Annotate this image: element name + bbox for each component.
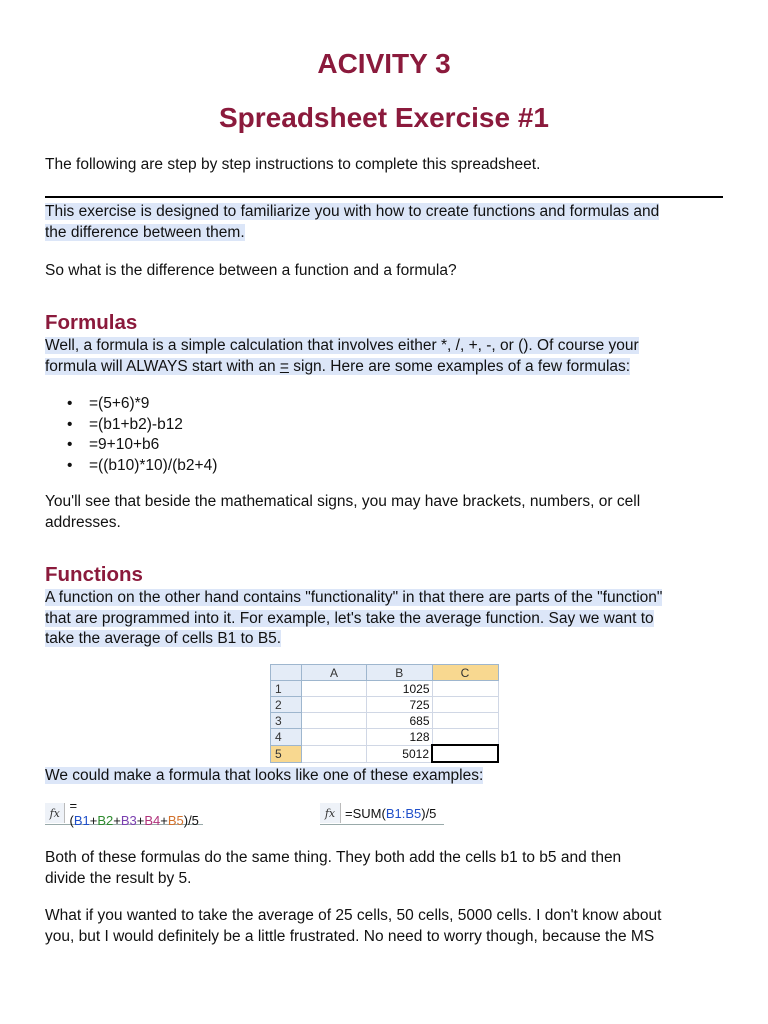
formula-bar-example-2	[320, 802, 444, 825]
function-icon: fx	[320, 803, 341, 823]
list-item	[45, 415, 217, 436]
formula-text	[345, 806, 436, 821]
ref-b1: B1	[73, 813, 90, 828]
formula-example: =(b1+b2)-b12	[89, 415, 183, 433]
spreadsheet-example	[270, 664, 499, 763]
functions-heading: Functions	[45, 563, 143, 586]
closing-line-1: What if you wanted to take the average of 25 cells, 50 cells, 5000 cells. I don't know about	[45, 907, 662, 924]
cell-b3: 685	[367, 713, 433, 729]
ref-b4: B4	[144, 813, 161, 828]
list-item	[45, 456, 217, 477]
page-title: ACIVITY 3	[317, 48, 451, 79]
cell-a2	[302, 697, 367, 713]
formulas-note	[45, 492, 725, 533]
intro-text: The following are step by step instructions to complete this spreadsheet.	[45, 156, 541, 173]
table-row	[271, 745, 499, 762]
formula-example: =(5+6)*9	[89, 395, 150, 412]
row-header: 5	[271, 745, 302, 762]
column-header-row	[271, 665, 499, 681]
formulas-heading: Formulas	[45, 311, 138, 334]
function-icon: fx	[45, 803, 65, 823]
conclusion-line-2: divide the result by 5.	[45, 869, 192, 887]
formula-intro-text: We could make a formula that looks like one of these examples:	[45, 767, 484, 784]
formula-example: =9+10+b6	[89, 436, 160, 453]
table-row	[271, 729, 499, 746]
formulas-line-2-pre: formula will ALWAYS start with an	[45, 357, 280, 375]
functions-description	[45, 588, 725, 650]
formula-example: =((b10)*10)/(b2+4)	[89, 456, 218, 474]
formula-bar-example-1	[45, 798, 203, 828]
active-cell-c5	[432, 745, 498, 762]
cell-c3	[432, 713, 498, 729]
plus-sign: +	[113, 813, 121, 828]
list-item	[45, 394, 217, 415]
exercise-description	[45, 202, 725, 243]
formula-close: )/5	[183, 813, 199, 828]
cell-c2	[432, 697, 498, 713]
select-all-corner	[271, 665, 302, 681]
bullet-icon: •	[67, 415, 73, 433]
exercise-line-2: the difference between them.	[45, 223, 245, 241]
plus-sign: +	[136, 813, 145, 828]
cell-a4	[302, 729, 367, 746]
ref-b5: B5	[167, 813, 184, 828]
cell-a1	[302, 681, 367, 697]
conclusion-text	[45, 848, 725, 889]
cell-a3	[302, 713, 367, 729]
divider-line	[45, 196, 723, 198]
formulas-note-line-2: addresses.	[45, 513, 121, 531]
formulas-line-2-post: sign. Here are some examples of a few formulas:	[288, 357, 631, 375]
bullet-icon: •	[67, 436, 73, 453]
functions-line-2: that are programmed into it. For example, let's take the average function. Say we want to	[45, 609, 654, 627]
bullet-icon: •	[67, 456, 73, 474]
ref-b2: B2	[97, 813, 114, 828]
column-header-a: A	[302, 665, 367, 681]
row-header: 4	[271, 729, 302, 746]
formula-open: =SUM(	[345, 805, 386, 821]
plus-sign: +	[89, 813, 98, 828]
formulas-line-2	[45, 358, 630, 375]
closing-text	[45, 906, 725, 947]
exercise-line-1: This exercise is designed to familiarize you with how to create functions and formulas and	[45, 203, 660, 220]
functions-line-3: take the average of cells B1 to B5.	[45, 630, 282, 647]
row-header: 2	[271, 697, 302, 713]
cell-c1	[432, 681, 498, 697]
table-row	[271, 697, 499, 713]
formula-examples-list	[45, 394, 217, 476]
cell-b5: 5012	[367, 745, 433, 762]
cell-b2: 725	[367, 697, 433, 713]
formula-intro	[45, 766, 725, 787]
formulas-note-line-1: You'll see that beside the mathematical signs, you may have brackets, numbers, or cell	[45, 493, 641, 510]
cell-b4: 128	[367, 729, 433, 746]
table-row	[271, 713, 499, 729]
column-header-b: B	[367, 665, 433, 681]
formulas-line-1: Well, a formula is a simple calculation that involves either *, /, +, -, or (). Of course your	[45, 337, 639, 354]
formula-text	[69, 798, 203, 828]
ref-b3: B3	[120, 813, 137, 828]
row-header: 3	[271, 713, 302, 729]
page-subtitle: Spreadsheet Exercise #1	[219, 102, 549, 133]
conclusion-line-1: Both of these formulas do the same thing. They both add the cells b1 to b5 and then	[45, 849, 622, 866]
cell-c4	[432, 729, 498, 746]
closing-line-2: you, but I would definitely be a little frustrated. No need to worry though, because the MS	[45, 927, 655, 945]
formulas-description	[45, 336, 725, 377]
table-row	[271, 681, 499, 697]
equals-sign: =	[279, 357, 289, 375]
column-header-c: C	[432, 665, 498, 681]
cell-a5	[302, 745, 367, 762]
plus-sign: +	[160, 813, 168, 828]
list-item	[45, 435, 217, 456]
formula-open: =(	[69, 798, 78, 828]
question-text: So what is the difference between a function and a formula?	[45, 262, 457, 279]
row-header: 1	[271, 681, 302, 697]
cell-b1: 1025	[367, 681, 433, 697]
bullet-icon: •	[67, 395, 73, 412]
functions-line-1: A function on the other hand contains "functionality" in that there are parts of the "function"	[45, 589, 663, 606]
ref-range: B1:B5	[385, 805, 422, 821]
formula-close: )/5	[421, 805, 437, 821]
